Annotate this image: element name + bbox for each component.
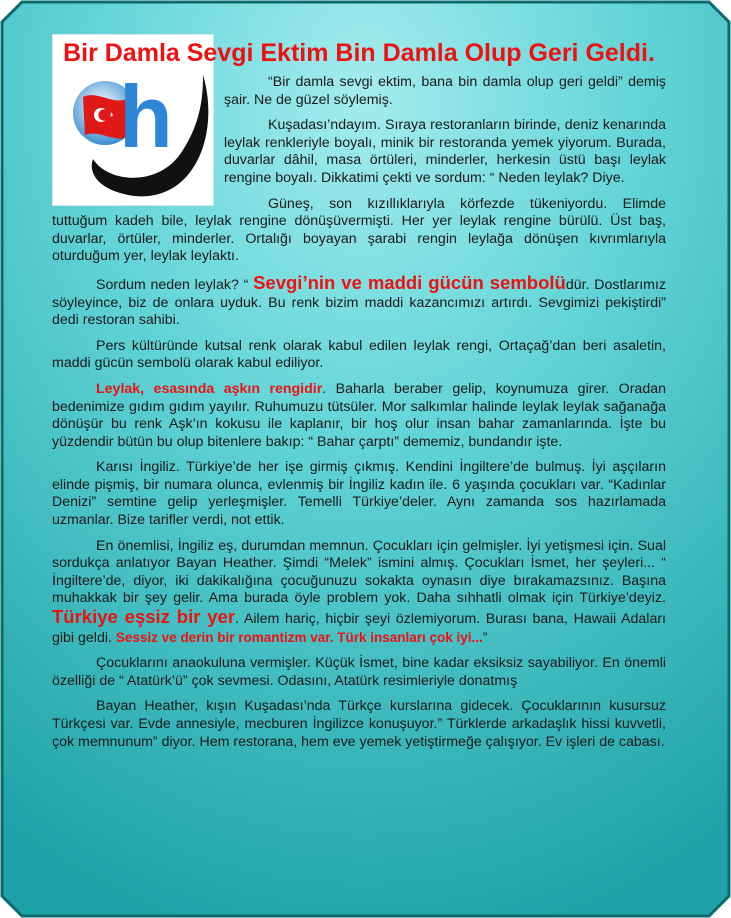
paragraph-2: Kuşadası’ndayım. Sıraya restoranların birinde, deniz kenarında leylak renkleriyle boyalı, minik bir restoranda yemek yiyorum. Burada, duvarlar dâhil, masa örtüleri, minderler, herkesin üstü başı leylak rengine boyalı. Dikkatimi çekti ve sordum: “ Neden leylak? Diye. (224, 117, 666, 186)
paragraph-8-end: ” (482, 629, 488, 646)
paragraph-7: Karısı İngiliz. Türkiye’de her işe girmiş çıkmış. Kendini İngiltere’de bulmuş. İyi aşçıların elinde pişmiş, bir numara olunca, evlenmiş bir İngiliz kadın ile. 6 yaşında çocukları var. “Kadınlar Denizi” semtine gelip yerleşmişler. Temelli Türkiye’deler. Aynı zamanda sos hazırlamada uzmanlar. Bize tarifler verdi, not ettik. (52, 459, 666, 529)
paragraph-8 (52, 538, 666, 648)
paragraph-4 (52, 271, 666, 330)
paragraph-8-middle: . Ailem hariç, hiçbir şeyi özlemiyorum. Burası bana, Hawaii Adaları gibi geldi. (52, 611, 667, 646)
paragraph-10: Bayan Heather, kışın Kuşadası’nda Türkçe kurslarına gidecek. Çocuklarının kusursuz Türkçesi var. Evde annesiyle, mecburen İngilizce konuşuyor.” Türklerde arkadaşlık hissi kuvvetli, çok memnunum” diyor. Hem restorana, hem eve yemek yetiştirmeğe çalışıyor. Ev işleri de cabası. (52, 698, 666, 750)
logo-letter: h (119, 67, 173, 166)
paragraph-4-rest: dür. Dostlarımız söyleyince, biz de onlara uyduk. Bu renk bizim maddi kazancımızı artırdı. Sevgimizi pekiştirdi” dedi restoran sahibi. (52, 276, 666, 329)
article (52, 38, 666, 759)
paragraph-4-intro: Sordum neden leylak? “ (96, 276, 254, 293)
paragraph-9: Çocuklarını anaokuluna vermişler. Küçük İsmet, bine kadar eksiksiz sayabiliyor. En önemli özelliği de “ Atatürk’ü” çok sevmesi. Odasını, Atatürk resimleriyle donatmış (52, 655, 666, 689)
highlight-leylak: Leylak, esasında aşkın rengidir (96, 380, 323, 397)
paragraph-6-rest: . Baharla beraber gelip, koynumuza girer. Oradan bedenimize gıdım gıdım yayılır. Ruhumuzu tütsüler. Mor salkımlar halinde leylak leylak sağanağa dönüşür bu renk Aşk’ın kokusu ile kaplanır, bir hoş olur insan bahar zamanlarında. İşte bu yüzdendir bütün bu olup bitenlere bakıp: “ Bahar çarptı” dememiz, bundandır işte. (52, 380, 666, 450)
paragraph-8-intro: En önemlisi, İngiliz eş, durumdan memnun. Çocukları için gelmişler. İyi yetişmesi için. Sual sordukça anlatıyor Bayan Heather. Şimdi “Melek” ismini almış. Çocukları İsmet, her şeyleri... “ İngiltere’de, diyor, iki dakikalığına çocuğunuzu sokakta oynasın diye bırakamazsınız. Başına muhakkak bir şey gelir. Ama burada öyle problem yok. Daha sıhhatli olmak için Türkiye’deyiz. (52, 537, 666, 607)
paragraph-3: Güneş, son kızıllıklarıyla körfezde tükeniyordu. Elimde tuttuğum kadeh bile, leylak rengine dönüşüvermişti. Her yer leylak rengine bürülü. Üst baş, duvarlar, örtüler, minderler. Ortalığı boyayan şarabi rengin leylağa dönüşen kıvrımlarıyla oturduğum yer, leylak leylaktı. (52, 195, 666, 265)
article-title: Bir Damla Sevgi Ektim Bin Damla Olup Geri Geldi. (63, 39, 655, 67)
paragraph-5: Pers kültüründe kutsal renk olarak kabul edilen leylak rengi, Ortaçağ’dan beri asaletin, maddi gücün sembolü olarak kabul ediliyor. (52, 337, 666, 372)
highlight-sevgi: Sevgi’nin ve maddi gücün sembolü (253, 271, 566, 293)
highlight-turkiye: Türkiye eşsiz bir yer (52, 606, 236, 628)
highlight-romantizm: Sessiz ve derin bir romantizm var. Türk insanları çok iyi... (115, 629, 483, 645)
paragraph-1: “Bir damla sevgi ektim, bana bin damla olup geri geldi” demiş şair. Ne de güzel söylemiş. (224, 74, 666, 108)
paragraph-6 (52, 381, 666, 451)
